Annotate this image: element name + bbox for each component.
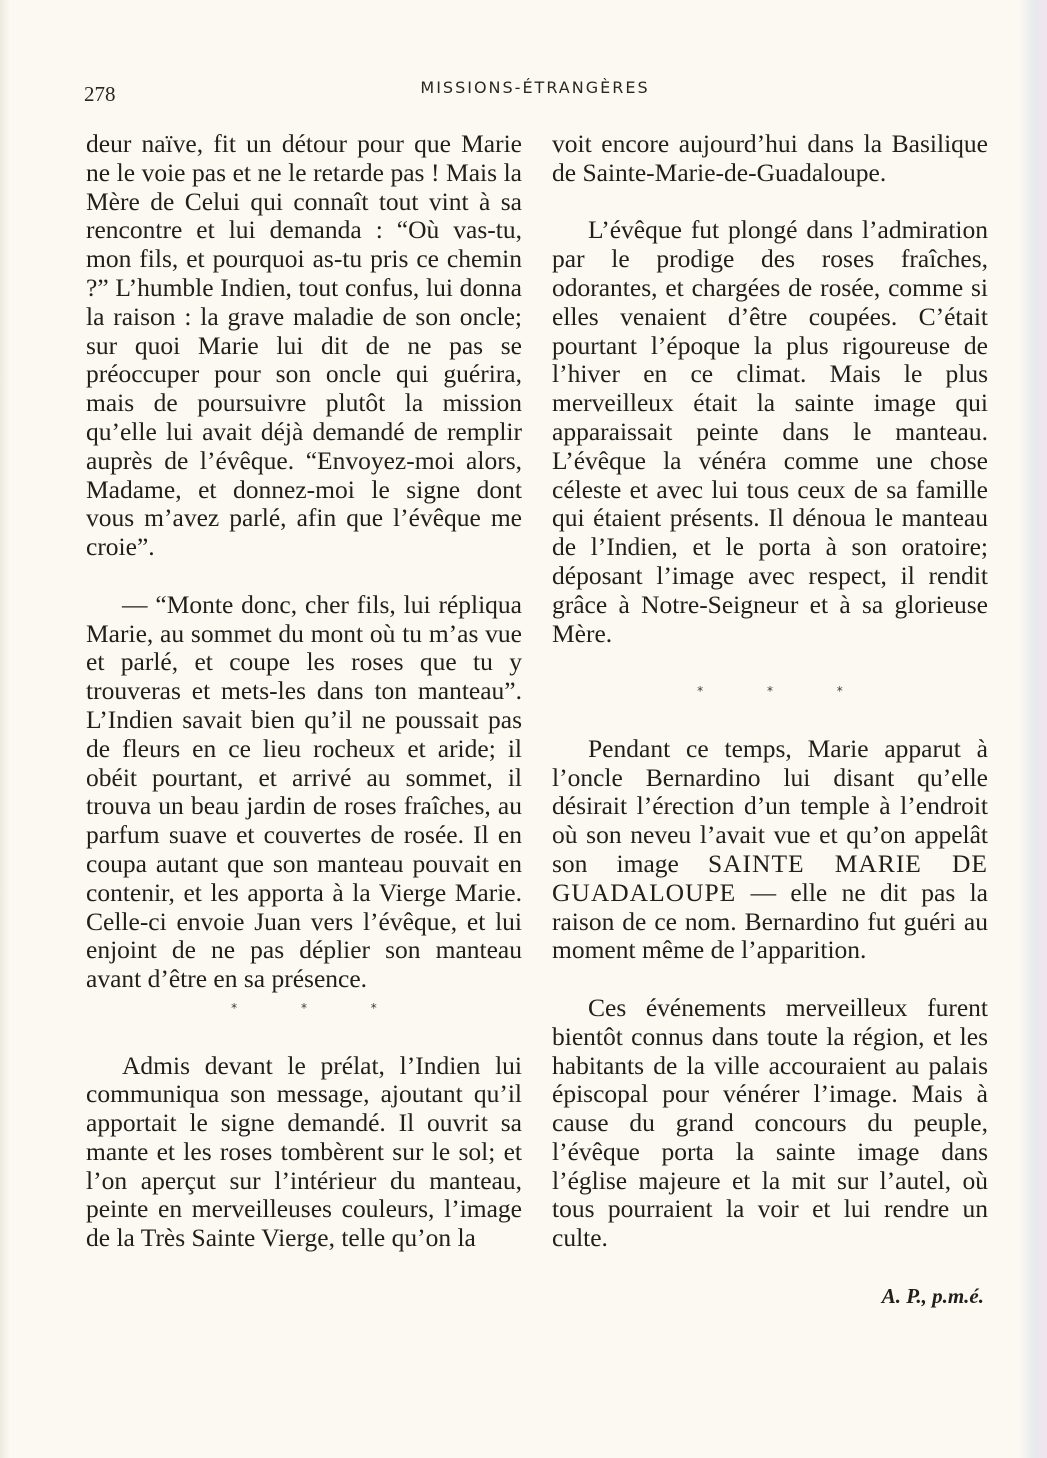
author-signature: A. P., p.m.é. <box>881 1283 984 1308</box>
paragraph-gap <box>86 1023 522 1052</box>
paragraph-gap <box>552 1253 988 1282</box>
paragraph-gap <box>552 188 988 217</box>
page-edge-shadow <box>0 0 10 1458</box>
paragraph <box>552 735 988 965</box>
paragraph-gap <box>86 562 522 591</box>
page-edge-tint <box>1019 0 1047 1458</box>
paragraph-gap <box>552 648 988 677</box>
left-column <box>86 130 522 1253</box>
paragraph: deur naïve, fit un détour pour que Marie ne le voie pas et ne le retarde pas ! Mais la Mère de Celui qui connaît tout vint à sa rencontre et lui demanda : “Où vas-tu, mon fils, et pourquoi as-tu pris ce chemin ?” L’humble Indien, tout confus, lui donna la raison : la grave maladie de son oncle; sur quoi Marie lui dit de ne pas se préoccuper pour son oncle qui guérira, mais de poursuivre plutôt la mission qu’elle lui avait déjà demandé de remplir auprès de l’évêque. “Envoyez-moi alors, Madame, et donnez-moi le signe dont vous m’avez parlé, afin que l’évêque me croie”. <box>86 129 522 562</box>
paragraph-gap <box>552 965 988 994</box>
paragraph-gap <box>552 706 988 735</box>
paragraph: L’évêque fut plongé dans l’admiration par le prodige des roses fraîches, odorantes, et chargées de rosée, comme si elles venaient d’être coupées. C’était pourtant l’époque la plus rigoureuse de l’hiver en ce climat. Mais le plus merveilleux était la sainte image qui apparaissait peinte dans le manteau. L’évêque la vénéra comme une chose céleste et avec lui tous ceux de sa famille qui étaient présents. Il dénoua le manteau de l’Indien, et le porta à son oratoire; déposant l’image avec respect, il rendit grâce à Notre-Seigneur et à sa glorieuse Mère. <box>552 215 988 648</box>
paragraph: voit encore aujourd’hui dans la Basilique de Sainte-Marie-de-Guadaloupe. <box>552 129 988 187</box>
paragraph-text: Pendant ce temps, Marie apparut à l’oncle Bernardino lui disant qu’elle désirait l’érection d’un temple à l’endroit où son neveu l’avait vue et qu’on appelât son image <box>552 733 988 878</box>
capitalized-name: SAINTE MARIE DE GUADALOUPE <box>552 848 988 907</box>
right-column <box>552 130 988 1311</box>
paragraph: Admis devant le prélat, l’Indien lui communiqua son message, ajoutant qu’il apportait le signe demandé. Il ouvrit sa mante et les roses tombèrent sur le sol; et l’on aperçut sur l’intérieur du manteau, peinte en merveilleuses couleurs, l’image de la Très Sainte Vierge, telle qu’on la <box>86 1050 522 1253</box>
paragraph-text: — elle ne dit pas la raison de ce nom. Bernardino fut guéri au moment même de l’apparition. <box>552 877 988 965</box>
paragraph: — “Monte donc, cher fils, lui répliqua Marie, au sommet du mont où tu m’as vue et parlé, et coupe les roses que tu y trouveras et mets-les dans ton manteau”. L’Indien savait bien qu’il ne poussait pas de fleurs en ce lieu rocheux et aride; il obéit pourtant, et arrivé au sommet, il trouva un beau jardin de roses fraîches, au parfum suave et couvertes de rosée. Il en coupa autant que son manteau pouvait en contenir, et les apporta à la Vierge Marie. Celle-ci envoie Juan vers l’évêque, et lui enjoint de ne pas déplier son manteau avant d’être en sa présence. <box>86 589 522 994</box>
paragraph: Ces événements merveilleux furent bientôt connus dans toute la région, et les habitants de la ville accouraient au palais épiscopal pour vénérer l’image. Mais à cause du grand concours du peuple, l’évêque porta la sainte image dans l’église majeure et la mit sur l’autel, où tous pourraient la voir et lui rendre un culte. <box>552 992 988 1253</box>
section-separator: * * * <box>231 1000 407 1015</box>
section-separator: * * * <box>697 684 873 699</box>
running-head: MISSIONS-ÉTRANGÈRES <box>420 78 650 97</box>
page-number: 278 <box>84 82 116 106</box>
